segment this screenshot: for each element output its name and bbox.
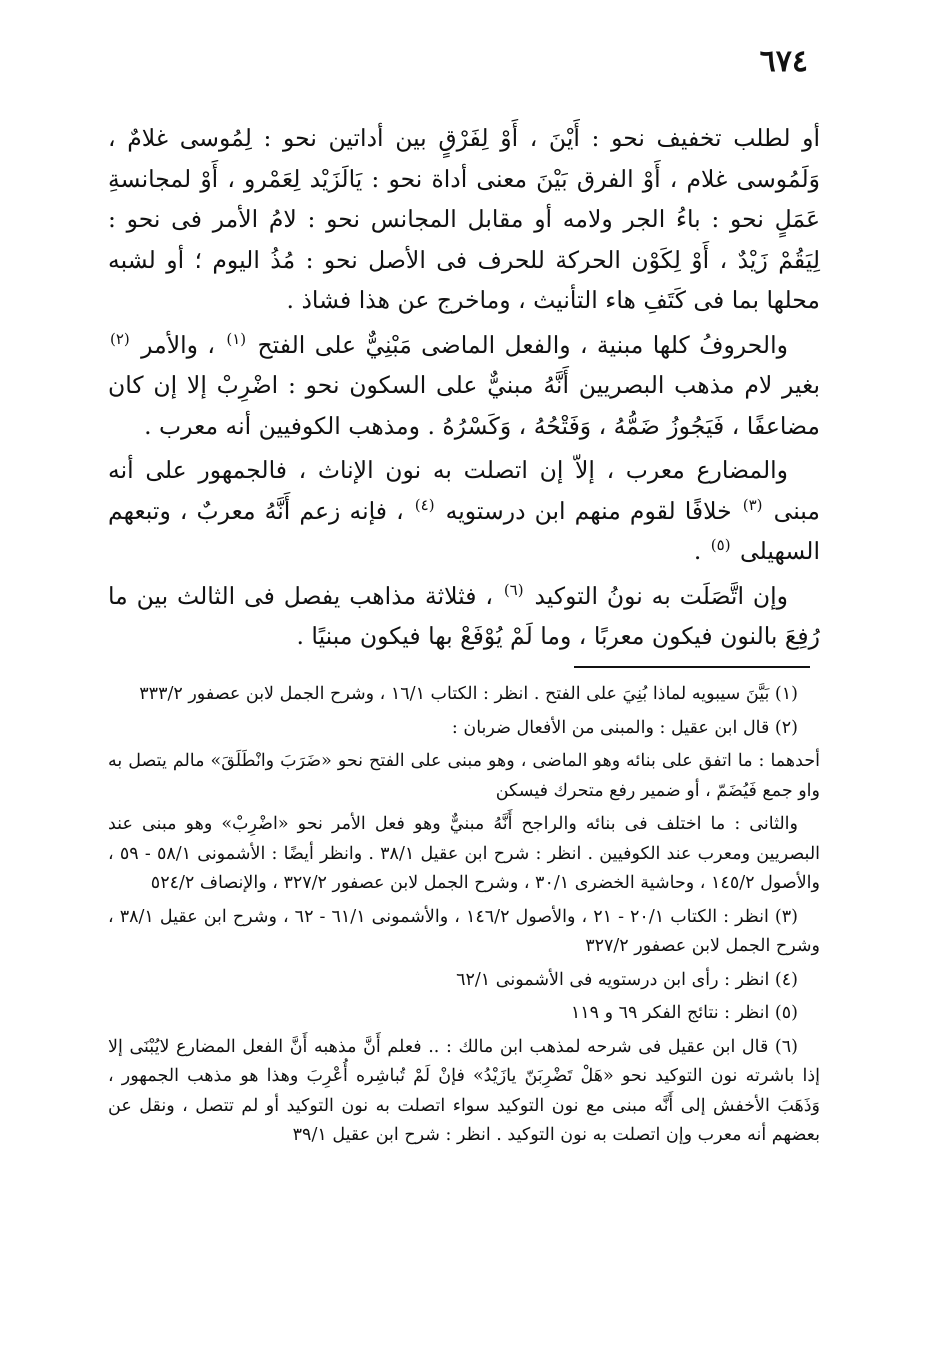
- paragraph-text: والمضارع معرب ، إلاّ إن اتصلت به نون الإناث ، فالجمهور على أنه مبنى: [108, 456, 820, 525]
- footnote-fn5: (٥) انظر : نتائج الفكر ٦٩ و ١١٩: [570, 1003, 798, 1023]
- footnote-fn2b: والثانى : ما اختلف فى بنائه والراجح أَنَّهُ مبنيٌّ وهو فعل الأمر نحو «اضْرِبْ» وهو مبنى عند البصريين ومعرب عند الكوفيين . انظر : شرح ابن عقيل ٣٨/١ . وانظر أيضًا : الأشمونى ٥٨/١ - ٥٩ ، والأصول ١٤٥/٢ ، وحاشية الخضرى ٣٠/١ ، وشرح الجمل لابن عصفور ٣٢٧/٢ ، والإنصاف ٥٢٤/٢: [108, 814, 821, 893]
- footnotes-section: [108, 680, 820, 1155]
- paragraph-p2: [108, 325, 820, 447]
- footnote-reference: (٤): [414, 495, 435, 514]
- footnote-fn4: (٤) انظر : رأى ابن درستويه فى الأشمونى ٦٢/١: [456, 969, 798, 990]
- main-text-body: [108, 118, 820, 661]
- footnote-separator: [574, 666, 810, 668]
- footnote-fn1: (١) بَيَّنَ سيبويه لماذا بُنِيَ على الفتح . انظر : الكتاب ١٦/١ ، وشرح الجمل لابن عصفور ٣٣٣/٢: [139, 684, 798, 704]
- paragraph-text: خلافًا لقوم منهم ابن درستويه: [445, 496, 732, 525]
- paragraph-text: ، فإنه زعم أَنَّهُ معربٌ ، وتبعهم السهيلى: [108, 496, 820, 565]
- footnote-reference: (٦): [503, 580, 524, 599]
- paragraph-text: .: [693, 537, 702, 565]
- paragraph-text: وإن اتَّصَلَت به نونُ التوكيد: [534, 581, 788, 610]
- paragraph-p4: [108, 576, 820, 657]
- footnote-reference: (٣): [742, 495, 763, 514]
- paragraph-text: ، فثلاثة مذاهب يفصل فى الثالث بين ما رُفِعَ بالنون فيكون معربًا ، وما لَمْ يُوْفَعْ بها فيكون مبنيًا .: [108, 581, 820, 650]
- footnote-fn3: (٣) انظر : الكتاب ٢٠/١ - ٢١ ، والأصول ١٤٦/٢ ، والأشمونى ٦١/١ - ٦٢ ، وشرح ابن عقيل ٣٨/١ ، وشرح الجمل لابن عصفور ٣٢٧/٢: [108, 906, 820, 956]
- paragraph-p3: [108, 450, 820, 572]
- page-number: ٦٧٤: [759, 44, 808, 79]
- paragraph-text: ، والأمر: [141, 330, 215, 359]
- footnote-fn2a: أحدهما : ما اتفق على بنائه وهو الماضى ، وهو مبنى على الفتح نحو «ضَرَبَ وانْطَلَقَ» مالم يتصل به واو جمع فَيُضَمّ ، أو ضمير رفع متحرك فيسكن: [108, 751, 820, 801]
- footnote-reference: (٢): [110, 329, 130, 348]
- footnote-fn2: (٢) قال ابن عقيل : والمبنى من الأفعال ضربان :: [451, 717, 798, 738]
- paragraph-p1: [108, 118, 820, 321]
- footnote-reference: (١): [226, 329, 247, 348]
- footnote-reference: (٥): [710, 536, 731, 555]
- footnote-fn6: (٦) قال ابن عقيل فى شرحه لمذهب ابن مالك : .. فعلم أَنَّ مذهبه أَنَّ الفعل المضارع لايُبْنَى إلا إذا باشرته نون التوكيد نحو «هَلْ تَضْرِبَنّ يازَيْدُ» فإنْ لَمْ تُباشِره أُعْرِبَ وهذا هو مذهب الجمهور ، وَذَهَبَ الأخفش إلى أَنَّه مبنى مع نون التوكيد سواء اتصلت به نون التوكيد أو لم تتصل ، ونقل عن بعضهم أنه معرب وإن اتصلت به نون التوكيد . انظر : شرح ابن عقيل ٣٩/١: [108, 1036, 820, 1145]
- paragraph-text: بغير لام مذهب البصريين أَنَّهُ مبنيٌّ على السكون نحو : اضْرِبْ إلا إن كان مضاعفًا ، فَيَجُوزُ ضَمُّهُ ، وَفَتْحُهُ ، وَكَسْرُهُ . ومذهب الكوفيين أنه معرب .: [108, 371, 820, 440]
- paragraph-text: والحروفُ كلها مبنية ، والفعل الماضى مَبْنِيٌّ على الفتح: [257, 330, 788, 359]
- paragraph-text: أو لطلب تخفيف نحو : أَيْنَ ، أَوْ لِفَرْقٍ بين أداتين نحو : لِمُوسى غلامٌ ، وَلَمُوسى غلام ، أَوْ الفرق بَيْنَ معنى أداة نحو : يَالَزَيْد لِعَمْرو ، أَوْ لمجانسةِ عَمَلٍ نحو : باءُ الجر ولامه أو مقابل المجانس نحو : لامُ الأمر فى نحو : لِيَقُمْ زَيْدٌ ، أَوْ لِكَوْن الحركة للحرف فى الأصل نحو : مُذُ اليوم ؛ أو لشبه محلها بما فى كَتَفِ هاء التأنيث ، وماخرج عن هذا فشاذ .: [108, 124, 820, 314]
